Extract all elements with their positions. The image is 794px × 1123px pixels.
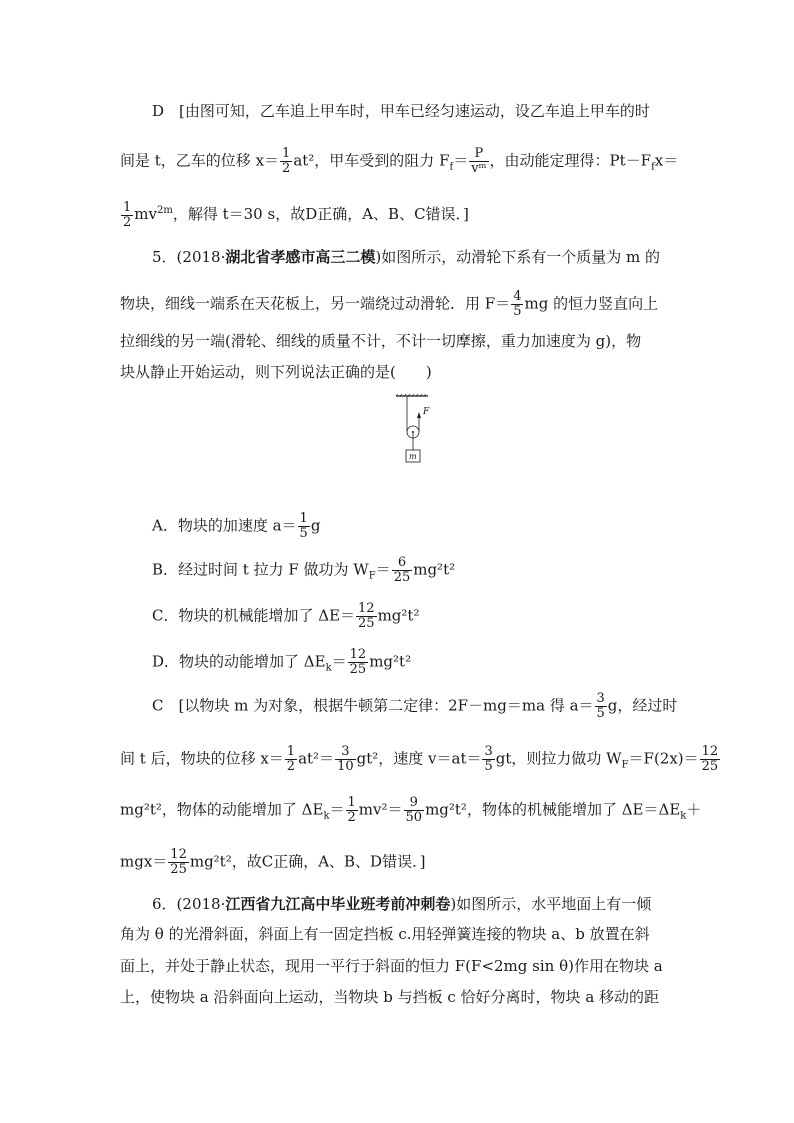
option-a: A．物块的加速度 a＝ $\frac{1}{5}$ g (152, 511, 321, 541)
option-b: B．经过时间 t 拉力 F 做功为 $W_F=$ $\frac{6}{25}$ mg²t² (152, 555, 456, 585)
q6-line4: 上，使物块 a 沿斜面向上运动，当物块 b 与挡板 c 恰好分离时，物块 a 移动的距 (120, 988, 660, 1006)
sol5-line2: 间 t 后，物块的位移 x＝ $\frac{1}{2}$ at²＝ $\frac{3}{10}$ gt²，速度 v＝at＝ $\frac{3}{5}$ gt，则拉力做功 $W_F=F(2x)=$ $\frac{12}{25}$ (120, 744, 719, 774)
sol5-line3: mg²t²，物体的动能增加了 $\Delta E_k=$ $\frac{1}{2}$ mv²＝ $\frac{9}{50}$ mg²t²，物体的机械能增加了 $\Delta E=\Delta E_k+$ (120, 795, 702, 825)
sol4-line3: $\frac{1}{2}$ $mv^{2m}$，解得 t＝30 s，故D正确，A、B、C错误．] (123, 199, 469, 230)
q6-line2: 角为 θ 的光滑斜面，斜面上有一固定挡板 c.用轻弹簧连接的物块 a、b 放置在斜 (120, 925, 650, 943)
sol5-line1: C [以物块 m 为对象，根据牛顿第二定律：2F－mg＝ma 得 a＝ $\frac{3}{5}$ g，经过时 (152, 691, 678, 721)
sol4-line1: D [由图可知，乙车追上甲车时，甲车已经匀速运动，设乙车追上甲车的时 (152, 102, 650, 120)
sol5-line4: mgx＝ $\frac{12}{25}$ mg²t²，故C正确，A、B、D错误．] (120, 847, 426, 877)
q5-line2: 物块，细线一端系在天花板上，另一端绕过动滑轮．用 F＝ $\frac{4}{5}$ mg 的恒力竖直向上 (120, 289, 659, 319)
figure-label-m: m (409, 452, 417, 461)
q6-line3: 面上，并处于静止状态，现用一平行于斜面的恒力 F(F<2mg sin θ)作用在物块 a (120, 957, 663, 975)
q6-line1: 6．(2018·江西省九江高中毕业班考前冲刺卷)如图所示，水平地面上有一倾 (152, 895, 652, 913)
q5-line3: 拉细线的另一端(滑轮、细线的质量不计，不计一切摩擦，重力加速度为 g)，物 (120, 332, 642, 350)
q5-line4: 块从静止开始运动，则下列说法正确的是( ) (120, 363, 432, 381)
option-c: C．物块的机械能增加了 ΔE＝ $\frac{12}{25}$ mg²t² (152, 601, 420, 631)
sol4-line2: 间是 t，乙车的位移 x＝ $\frac{1}{2}$ at²，甲车受到的阻力 $F_f=$ $\frac{P}{\text{vᵐ}}$ ，由动能定理得：$Pt-F_fx=$ (120, 146, 679, 176)
figure-label-F: F (423, 407, 430, 417)
q5-line1: 5．(2018·湖北省孝感市高三二模)如图所示，动滑轮下系有一个质量为 m 的 (152, 248, 660, 266)
option-d: D．物块的动能增加了 $\Delta E_k=$ $\frac{12}{25}$ mg²t² (152, 647, 412, 677)
